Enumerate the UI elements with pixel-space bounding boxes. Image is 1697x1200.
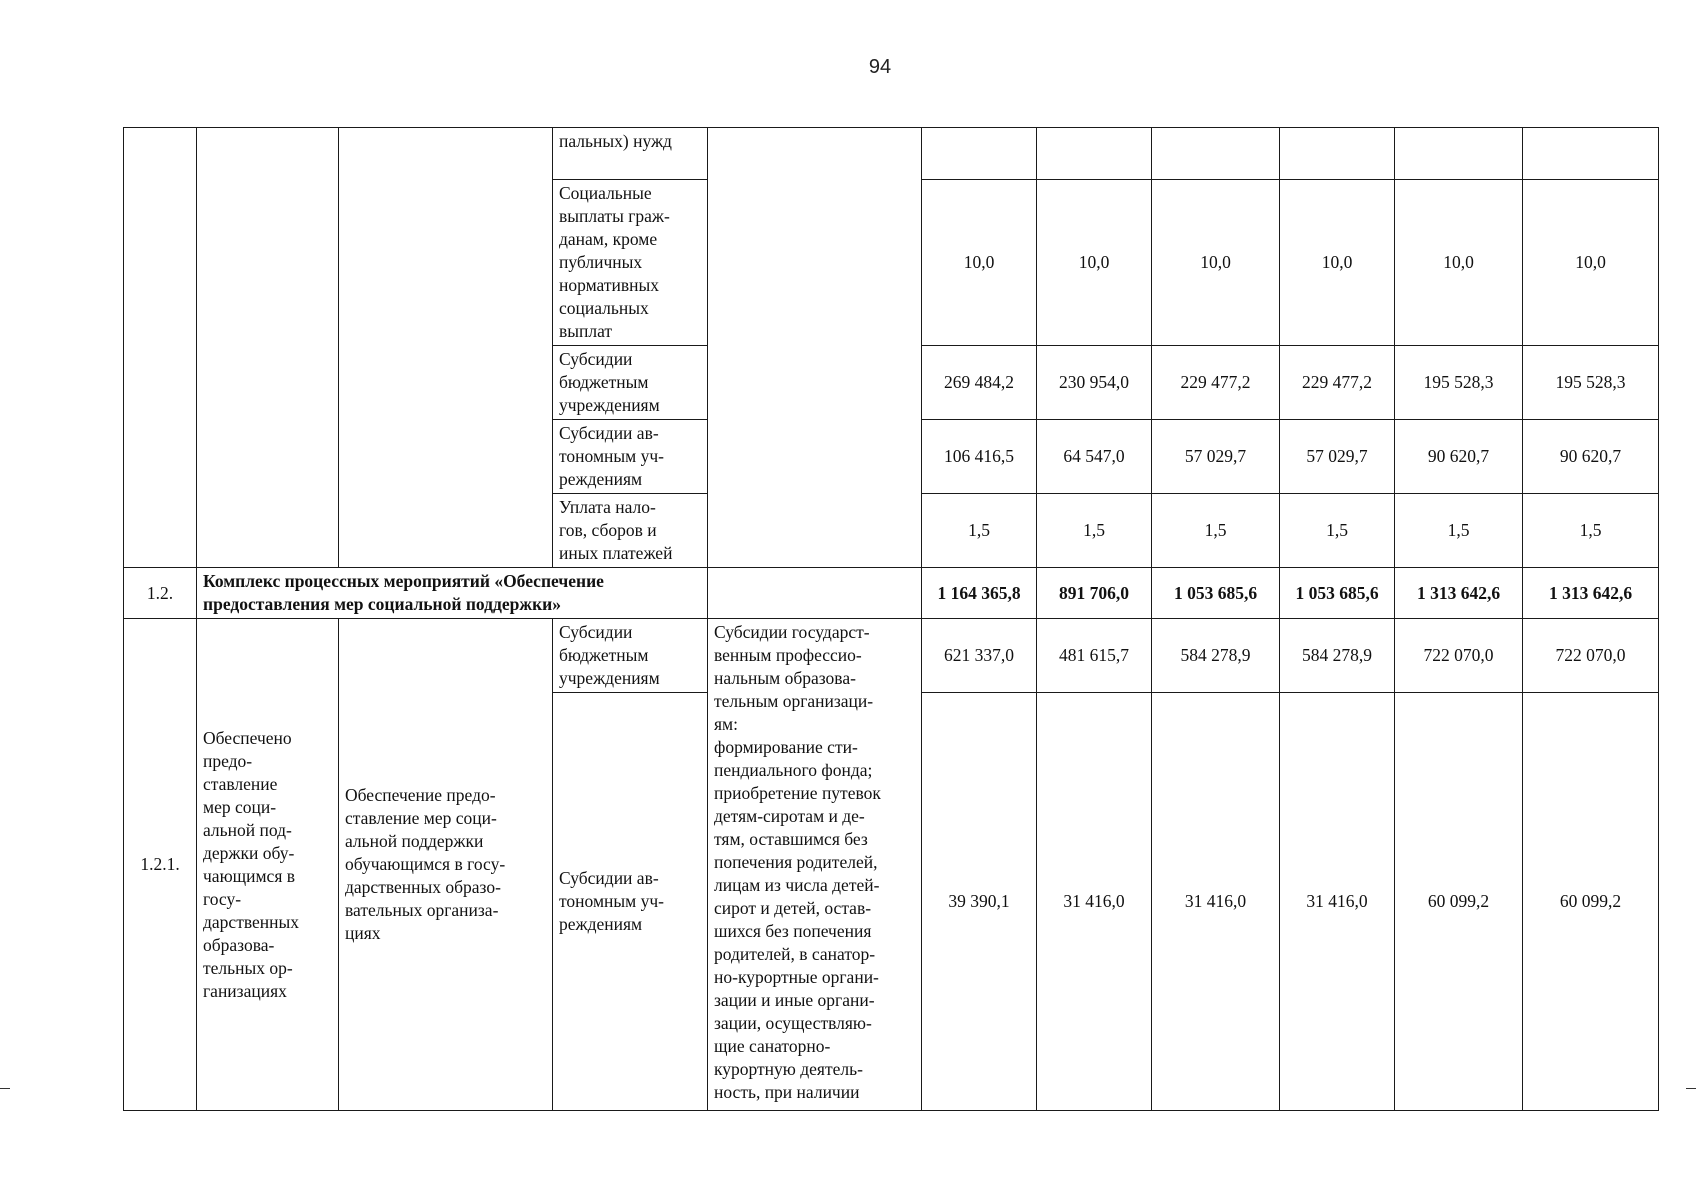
section-title: Комплекс процессных мероприятий «Обеспечение предоставления мер социальной поддержки» (197, 568, 708, 619)
section-code: 1.2. (124, 568, 197, 619)
measure-cell: Обеспечение предо- ставление мер соци- альной поддержки обучающимся в госу- дарственных образо- вательных организа- циях (339, 619, 553, 1111)
value-cell: 106 416,5 (922, 420, 1037, 494)
value-cell: 722 070,0 (1523, 619, 1659, 693)
value-cell (922, 128, 1037, 180)
value-cell: 722 070,0 (1395, 619, 1523, 693)
value-cell: 57 029,7 (1280, 420, 1395, 494)
value-cell (1395, 128, 1523, 180)
value-cell: 60 099,2 (1395, 693, 1523, 1111)
value-cell: 269 484,2 (922, 346, 1037, 420)
description-cell: Субсидии государст- венным профессио- нальным образова- тельным организаци- ям: формирование сти- пендиального фонда; приобретение путевок детям-сиротам и де- тям, оставшимся без попечения родителей, лицам из числа детей- сирот и детей, остав- шихся без попечения родителей, в санатор- но-курортные органи- зации и иные органи- зации, осуществляю- щие санаторно- курортную деятель- ность, при наличии (708, 619, 922, 1111)
value-cell: 230 954,0 (1037, 346, 1152, 420)
value-cell: 60 099,2 (1523, 693, 1659, 1111)
expense-type-cell: Субсидии бюджетным учреждениям (553, 619, 708, 693)
value-cell (1280, 128, 1395, 180)
value-cell: 1 313 642,6 (1395, 568, 1523, 619)
value-cell: 1,5 (1037, 494, 1152, 568)
value-cell: 10,0 (1523, 180, 1659, 346)
scan-edge-mark (1686, 1088, 1696, 1089)
expense-type-cell: Субсидии ав- тономным уч- реждениям (553, 420, 708, 494)
value-cell: 229 477,2 (1280, 346, 1395, 420)
value-cell: 1 164 365,8 (922, 568, 1037, 619)
value-cell: 57 029,7 (1152, 420, 1280, 494)
value-cell: 891 706,0 (1037, 568, 1152, 619)
table-row (124, 128, 1659, 180)
value-cell: 39 390,1 (922, 693, 1037, 1111)
expense-type-cell: Субсидии бюджетным учреждениям (553, 346, 708, 420)
value-cell: 584 278,9 (1152, 619, 1280, 693)
value-cell: 31 416,0 (1152, 693, 1280, 1111)
page-number: 94 (868, 56, 892, 78)
value-cell: 481 615,7 (1037, 619, 1152, 693)
value-cell: 31 416,0 (1037, 693, 1152, 1111)
value-cell: 1,5 (1395, 494, 1523, 568)
description-cell (708, 568, 922, 619)
result-cell (197, 128, 339, 568)
expense-type-cell: Субсидии ав- тономным уч- реждениям (553, 693, 708, 1111)
result-cell: Обеспечено предо- ставление мер соци- альной под- держки обу- чающимся в госу- дарственных образова- тельных ор- ганизациях (197, 619, 339, 1111)
section-row (124, 568, 1659, 619)
value-cell: 1 053 685,6 (1152, 568, 1280, 619)
value-cell: 90 620,7 (1523, 420, 1659, 494)
value-cell: 584 278,9 (1280, 619, 1395, 693)
value-cell: 31 416,0 (1280, 693, 1395, 1111)
value-cell: 1,5 (1280, 494, 1395, 568)
value-cell: 10,0 (1037, 180, 1152, 346)
value-cell: 10,0 (922, 180, 1037, 346)
scan-edge-mark (0, 1088, 10, 1089)
item-code: 1.2.1. (124, 619, 197, 1111)
expense-type-cell: Социальные выплаты граж- данам, кроме публичных нормативных социальных выплат (553, 180, 708, 346)
value-cell: 1,5 (922, 494, 1037, 568)
value-cell: 10,0 (1395, 180, 1523, 346)
value-cell: 1 313 642,6 (1523, 568, 1659, 619)
table-row (124, 619, 1659, 693)
value-cell: 229 477,2 (1152, 346, 1280, 420)
value-cell (1037, 128, 1152, 180)
value-cell: 90 620,7 (1395, 420, 1523, 494)
expense-type-cell: Уплата нало- гов, сборов и иных платежей (553, 494, 708, 568)
value-cell: 1,5 (1152, 494, 1280, 568)
expense-type-cell: пальных) нужд (553, 128, 708, 180)
value-cell: 195 528,3 (1395, 346, 1523, 420)
description-cell (708, 128, 922, 568)
value-cell: 10,0 (1152, 180, 1280, 346)
value-cell: 1,5 (1523, 494, 1659, 568)
code-cell (124, 128, 197, 568)
budget-table (123, 127, 1659, 1111)
measure-cell (339, 128, 553, 568)
value-cell: 64 547,0 (1037, 420, 1152, 494)
value-cell: 621 337,0 (922, 619, 1037, 693)
value-cell: 195 528,3 (1523, 346, 1659, 420)
value-cell: 10,0 (1280, 180, 1395, 346)
value-cell: 1 053 685,6 (1280, 568, 1395, 619)
value-cell (1523, 128, 1659, 180)
value-cell (1152, 128, 1280, 180)
